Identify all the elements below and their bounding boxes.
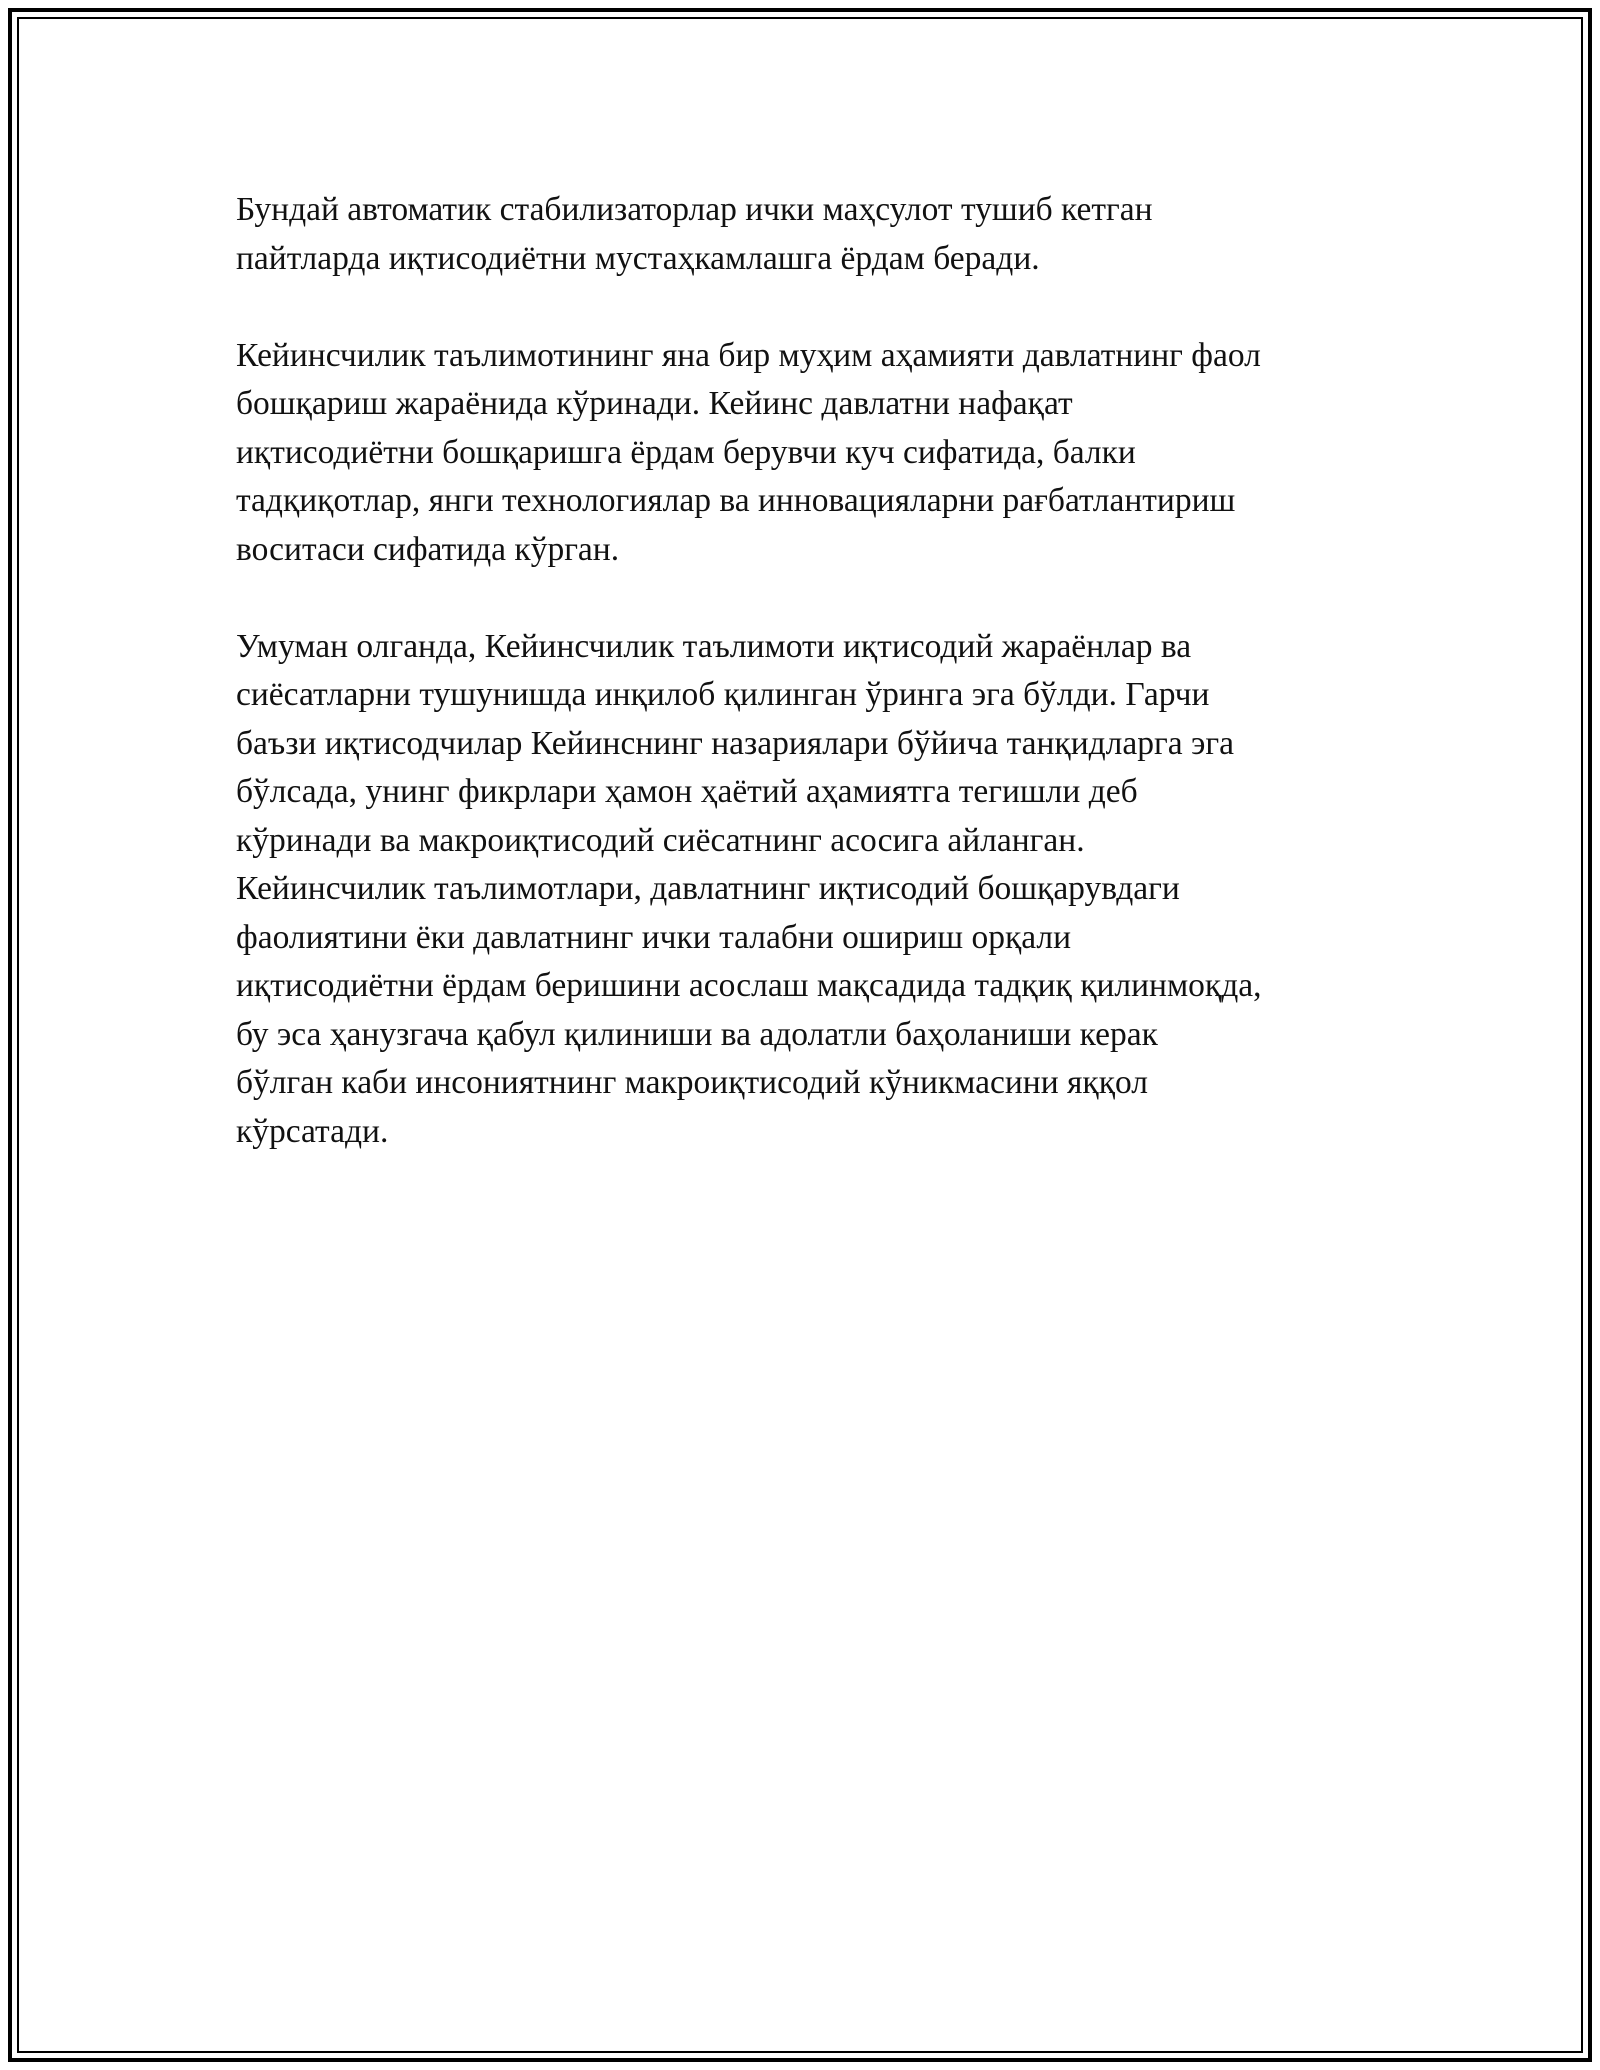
document-body: [236, 186, 1376, 1205]
paragraph-2: Кейинсчилик таълимотининг яна бир муҳим аҳамияти давлатнинг фаол бошқариш жараёнида кўринади. Кейинс давлатни нафақат иқтисодиётни бошқаришга ёрдам берувчи куч сифатида, балки тадқиқотлар, янги технологиялар ва инновацияларни рағбатлантириш воситаси сифатида кўрган.: [236, 336, 1261, 568]
paragraph-1: Бундай автоматик стабилизаторлар ички маҳсулот тушиб кетган пайтларда иқтисодиётни мустаҳкамлашга ёрдам беради.: [236, 191, 1153, 277]
paragraph-3: Умуман олганда, Кейинсчилик таълимоти иқтисодий жараёнлар ва сиёсатларни тушунишда инқилоб қилинган ўринга эга бўлди. Гарчи баъзи иқтисодчилар Кейинснинг назариялари бўйича танқидларга эга бўлсада, унинг фикрлари ҳамон ҳаётий аҳамиятга тегишли деб кўринади ва макроиқтисодий сиёсатнинг асосига айланган. Кейинсчилик таълимотлари, давлатнинг иқтисодий бошқарувдаги фаолиятини ёки давлатнинг ички талабни ошириш орқали иқтисодиётни ёрдам беришини асослаш мақсадида тадқиқ қилинмоқда, бу эса ҳанузгача қабул қилиниши ва адолатли баҳоланиши керак бўлган каби инсониятнинг макроиқтисодий кўникмасини яққол кўрсатади.: [236, 627, 1262, 1150]
